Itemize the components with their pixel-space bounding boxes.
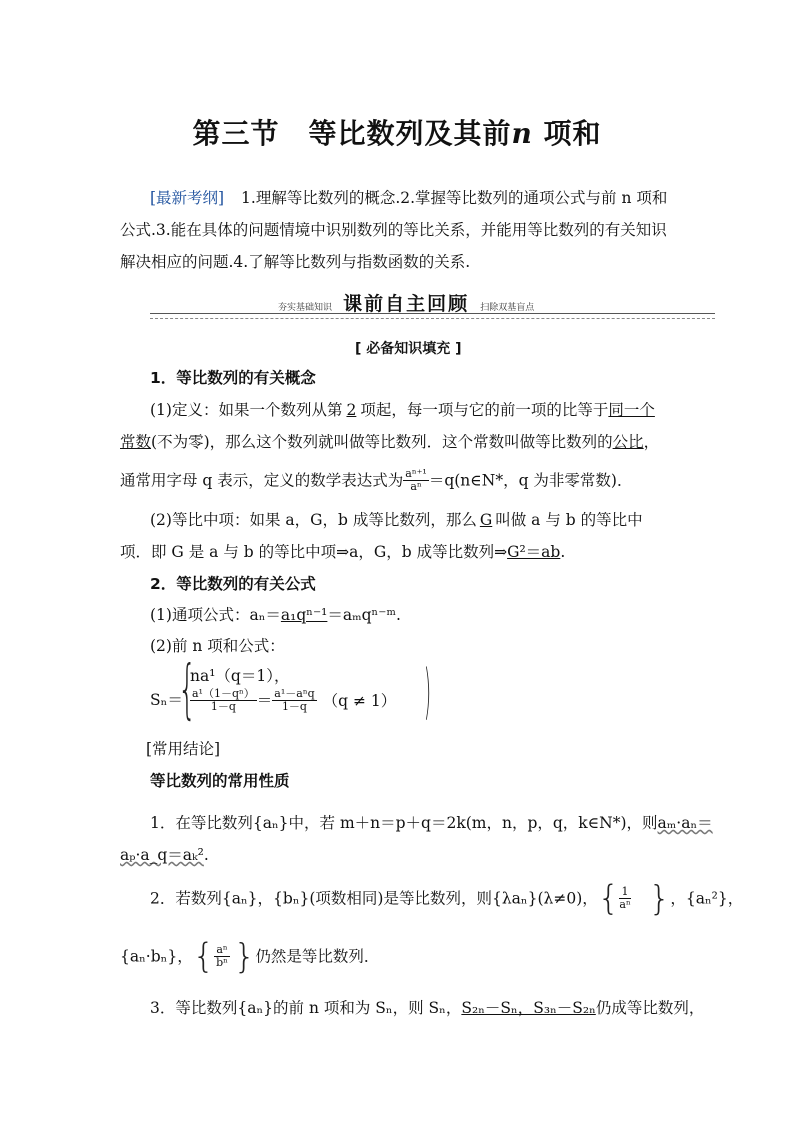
s1-blank-ratio: 公比	[612, 433, 644, 451]
s1-blank-g: G	[479, 511, 493, 529]
s1-line2-d: ，	[643, 433, 660, 451]
s1-blank-g2ab: G²＝ab	[507, 543, 561, 561]
banner-left: 夯实基础知识	[278, 303, 333, 313]
s1-blank-constant: 常数	[120, 433, 152, 451]
s1-line3-a: 通常用字母 q 表示，定义的数学表达式为	[120, 471, 404, 490]
s2-frac1-den: 1－q	[210, 700, 236, 713]
s1-mid2-a: 项．即 G 是 a 与 b 的等比中项⇒a，G，b 成等比数列⇒	[120, 543, 508, 561]
s1-mid-a: (2)等比中项：如果 a，G，b 成等比数列，那么	[150, 511, 477, 529]
p3-a: 3．等比数列{aₙ}的前 n 项和为 Sₙ，则 Sₙ，	[150, 999, 462, 1017]
p2-frac-den: aⁿ	[619, 898, 631, 911]
property-1-line-2	[120, 847, 209, 863]
p1-b: aₘ·aₙ＝	[657, 814, 713, 832]
p2-brace-open-1: {	[597, 878, 620, 919]
property-1-line-1	[150, 815, 713, 831]
p3-c: 仍成等比数列，	[595, 999, 705, 1017]
s2-heading: 2．等比数列的有关公式	[150, 575, 316, 593]
p2-c: {aₙ·bₙ}，	[120, 947, 193, 966]
property-3-line-1	[150, 1000, 704, 1016]
p1-a: 1．在等比数列{aₙ}中，若 m＋n＝p＋q＝2k(m，n，p，q，k∈N*)，则	[150, 814, 658, 832]
s2-case-1: na¹（q＝1），	[190, 667, 290, 685]
s1-mid-c: 叫做 a 与 b 的等比中	[495, 511, 643, 529]
s2-frac2-num: a¹－aⁿq	[274, 687, 315, 700]
p2-g-den: bⁿ	[216, 956, 228, 969]
s1-def-blank-same: 同一个	[608, 401, 655, 419]
intro-line-3: 解决相应的问题.4.了解等比数列与指数函数的关系.	[120, 253, 471, 271]
s1-def-c: 项起，每一项与它的前一项的比等于	[360, 401, 609, 419]
p2-g-num: aⁿ	[216, 943, 228, 956]
intro-tag: [最新考纲]	[150, 189, 225, 207]
p2-brace-close-2: }	[233, 936, 256, 977]
s1-ratio-fraction	[403, 468, 429, 493]
p3-b: S₂ₙ－Sₙ，S₃ₙ－S₂ₙ	[461, 999, 596, 1017]
p2-frac-reciprocal	[619, 886, 630, 911]
s1-mid2-c: .	[560, 543, 566, 561]
intro-line-2: 公式.3.能在具体的问题情境中识别数列的等比关系，并能用等比数列的有关知识	[120, 221, 667, 239]
conclusion-label: [常用结论]	[146, 740, 221, 758]
p2-frac-num: 1	[619, 886, 630, 899]
page-title	[0, 112, 794, 152]
s1-def-a: (1)定义：如果一个数列从第	[150, 401, 343, 419]
s1-definition-line-1	[150, 402, 655, 418]
s2-frac-1	[190, 688, 257, 713]
s2-gen-a: (1)通项公式：aₙ＝	[150, 606, 281, 624]
p2-brace-close-1: }	[648, 878, 671, 919]
section-banner	[278, 289, 534, 316]
s1-definition-line-3	[120, 468, 632, 493]
s1-mean-line-2	[120, 544, 565, 560]
banner-right: 扫除双基盲点	[480, 303, 535, 313]
s1-line2-b: (不为零)，那么这个数列就叫做等比数列．这个常数叫做等比数列的	[151, 433, 613, 451]
p2-d: 仍然是等比数列．	[255, 947, 380, 966]
conclusion-heading: 等比数列的常用性质	[150, 772, 290, 790]
title-n: n	[511, 117, 533, 150]
s2-case-2	[190, 688, 396, 713]
s1-definition-line-2	[120, 434, 659, 450]
p2-a: 2．若数列{aₙ}，{bₙ}(项数相同)是等比数列，则{λaₙ}(λ≠0)，	[150, 889, 598, 908]
intro-line-1	[150, 190, 667, 206]
s2-blank-gen: a₁qⁿ⁻¹	[280, 606, 328, 624]
title-tail: 项和	[532, 117, 602, 150]
property-2-line-2	[120, 936, 380, 977]
p2-brace-open-2: {	[192, 936, 215, 977]
s1-line3-b: ＝q(n∈N*，q 为非零常数)．	[428, 471, 633, 490]
s2-case2-cond: （q ≠ 1）	[322, 691, 397, 710]
s2-general-term	[150, 607, 401, 623]
s2-left-brace: {	[178, 653, 197, 727]
s2-eq: ＝	[256, 691, 273, 710]
property-2-line-1	[150, 878, 744, 919]
title-main: 第三节 等比数列及其前	[192, 117, 512, 150]
s2-sn-label: Sₙ＝	[150, 691, 183, 709]
p2-frac-quotient	[214, 944, 229, 969]
p1-d: .	[203, 846, 209, 864]
s2-frac2-den: 1－q	[281, 700, 307, 713]
s1-mean-line-1	[150, 512, 643, 528]
s1-def-blank-2: 2	[346, 401, 357, 419]
s2-frac1-num: a¹（1－qⁿ）	[192, 687, 255, 700]
s1-frac-num: aⁿ⁺¹	[405, 467, 427, 480]
banner-divider	[150, 313, 715, 319]
p1-c: aₚ·a_q＝aₖ²	[120, 846, 204, 864]
s2-sum-label: (2)前 n 项和公式：	[150, 637, 285, 655]
banner-center: 课前自主回顾	[343, 293, 470, 315]
s2-frac-2	[272, 688, 316, 713]
intro-text-1: 1.理解等比数列的概念.2.掌握等比数列的通项公式与前 n 项和	[241, 189, 668, 207]
s1-heading: 1．等比数列的有关概念	[150, 369, 316, 387]
knowledge-box-label: [ 必备知识填充 ]	[355, 341, 462, 357]
s1-frac-den: aⁿ	[410, 480, 422, 493]
s2-right-paren: )	[424, 657, 432, 727]
s2-gen-c: ＝aₘqⁿ⁻ᵐ.	[327, 606, 401, 624]
p2-b: ，{aₙ²}，	[670, 889, 744, 908]
